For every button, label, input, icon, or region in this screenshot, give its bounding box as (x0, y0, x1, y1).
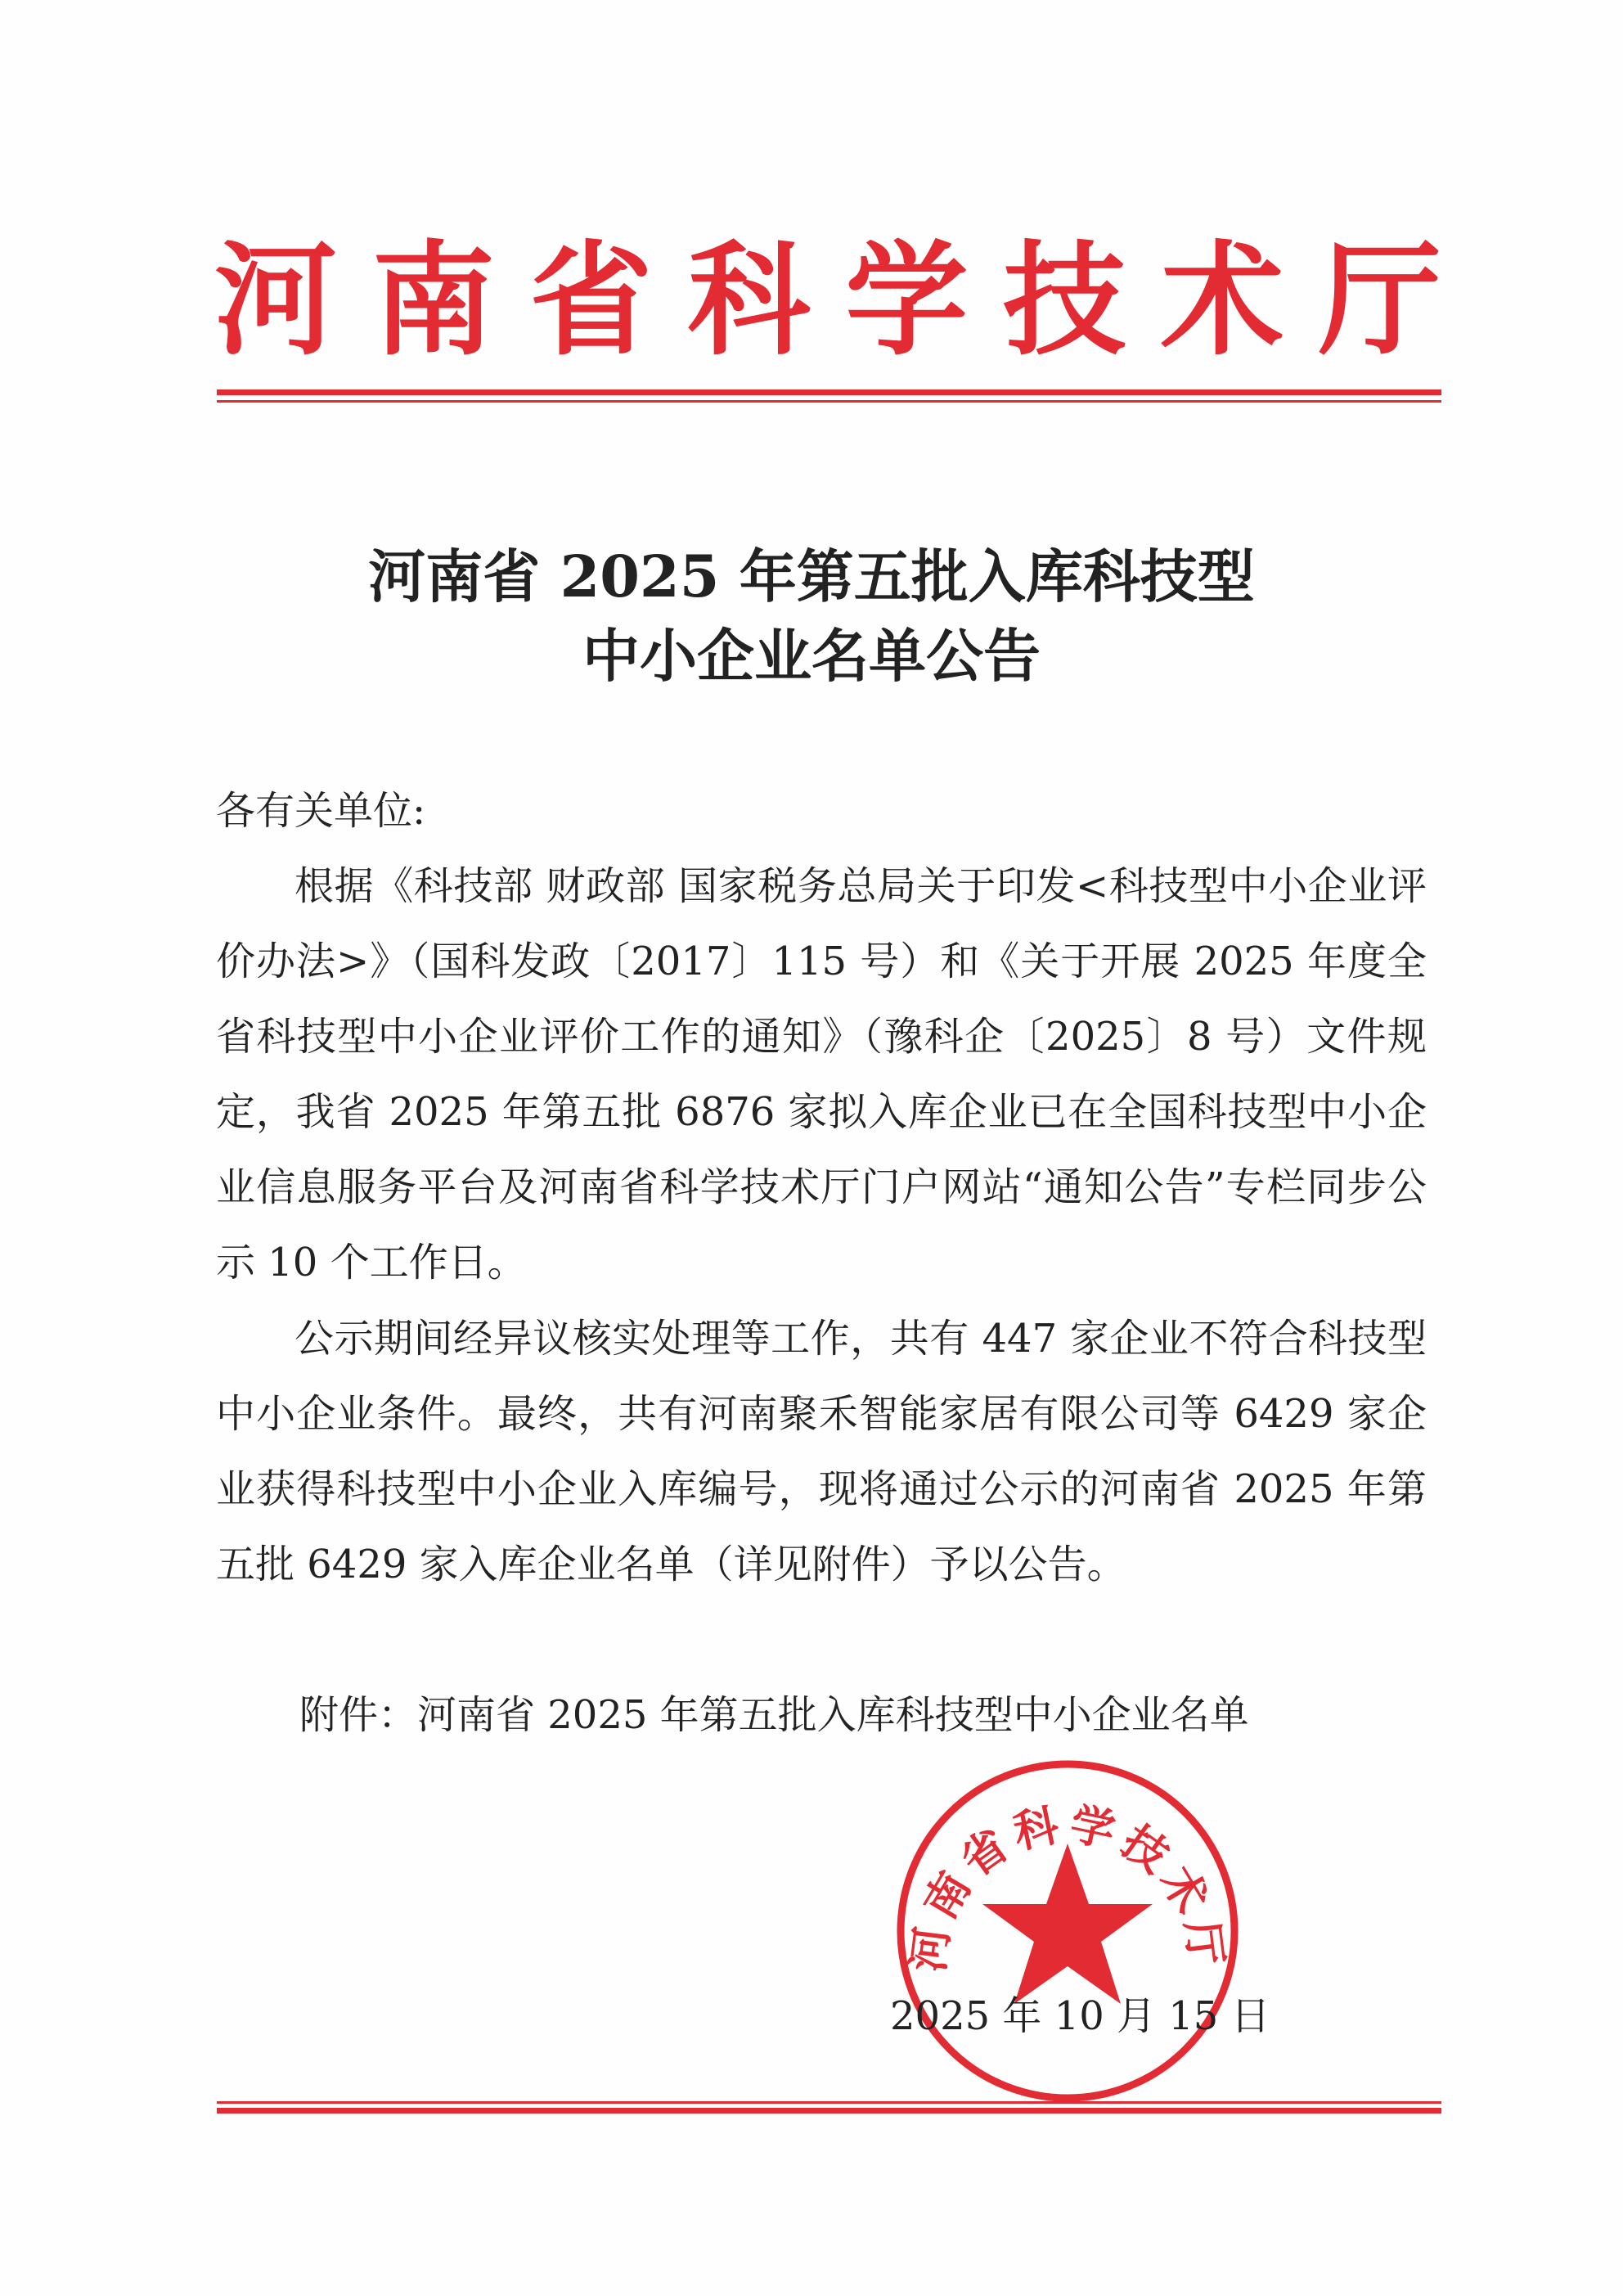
footer-rule-thin (217, 2101, 1441, 2104)
body-paragraph-2 (216, 1301, 1427, 1602)
issue-date: 2025 年 10 月 15 日 (890, 1993, 1270, 2039)
salutation: 各有关单位: (216, 788, 426, 834)
masthead-char: 省 (529, 228, 653, 372)
masthead-char: 技 (1003, 228, 1126, 372)
masthead-char: 科 (687, 228, 811, 372)
masthead-char: 南 (371, 228, 495, 372)
document-title-line1: 河南省 2025 年第五批入库科技型 (368, 542, 1255, 610)
attachment-note: 附件：河南省 2025 年第五批入库科技型中小企业名单 (299, 1692, 1249, 1738)
masthead-char: 河 (214, 228, 338, 372)
masthead-char: 厅 (1318, 228, 1441, 372)
footer-rule-thick (217, 2108, 1441, 2114)
paragraph-text: 根据《科技部 财政部 国家税务总局关于印发<科技型中小企业评价办法>》（国科发政〔2017〕115 号）和《关于开展 2025 年度全省科技型中小企业评价工作的通知》（豫科企〔2025〕8 号）文件规定，我省 2025 年第五批 6876 家拟入库企业已在全国科技型中小企业信息服务平台及河南省科学技术厅门户网站“通知公告”专栏同步公示 10 个工作日。 (216, 863, 1427, 1285)
paragraph-text: 公示期间经异议核实处理等工作，共有 447 家企业不符合科技型中小企业条件。最终，共有河南聚禾智能家居有限公司等 6429 家企业获得科技型中小企业入库编号，现将通过公示的河南省 2025 年第五批 6429 家入库企业名单（详见附件）予以公告。 (216, 1316, 1427, 1587)
seal-text: 河南省科学技术厅 (901, 1797, 1234, 1975)
body-paragraph-1 (216, 849, 1427, 1300)
masthead-char: 术 (1161, 228, 1284, 372)
masthead-char: 学 (845, 228, 969, 372)
official-seal (892, 1755, 1243, 2107)
header-rule-thin (217, 400, 1441, 403)
masthead-title (214, 228, 1441, 372)
header-rule-thick (217, 389, 1441, 395)
document-title-line2: 中小企业名单公告 (582, 622, 1041, 690)
